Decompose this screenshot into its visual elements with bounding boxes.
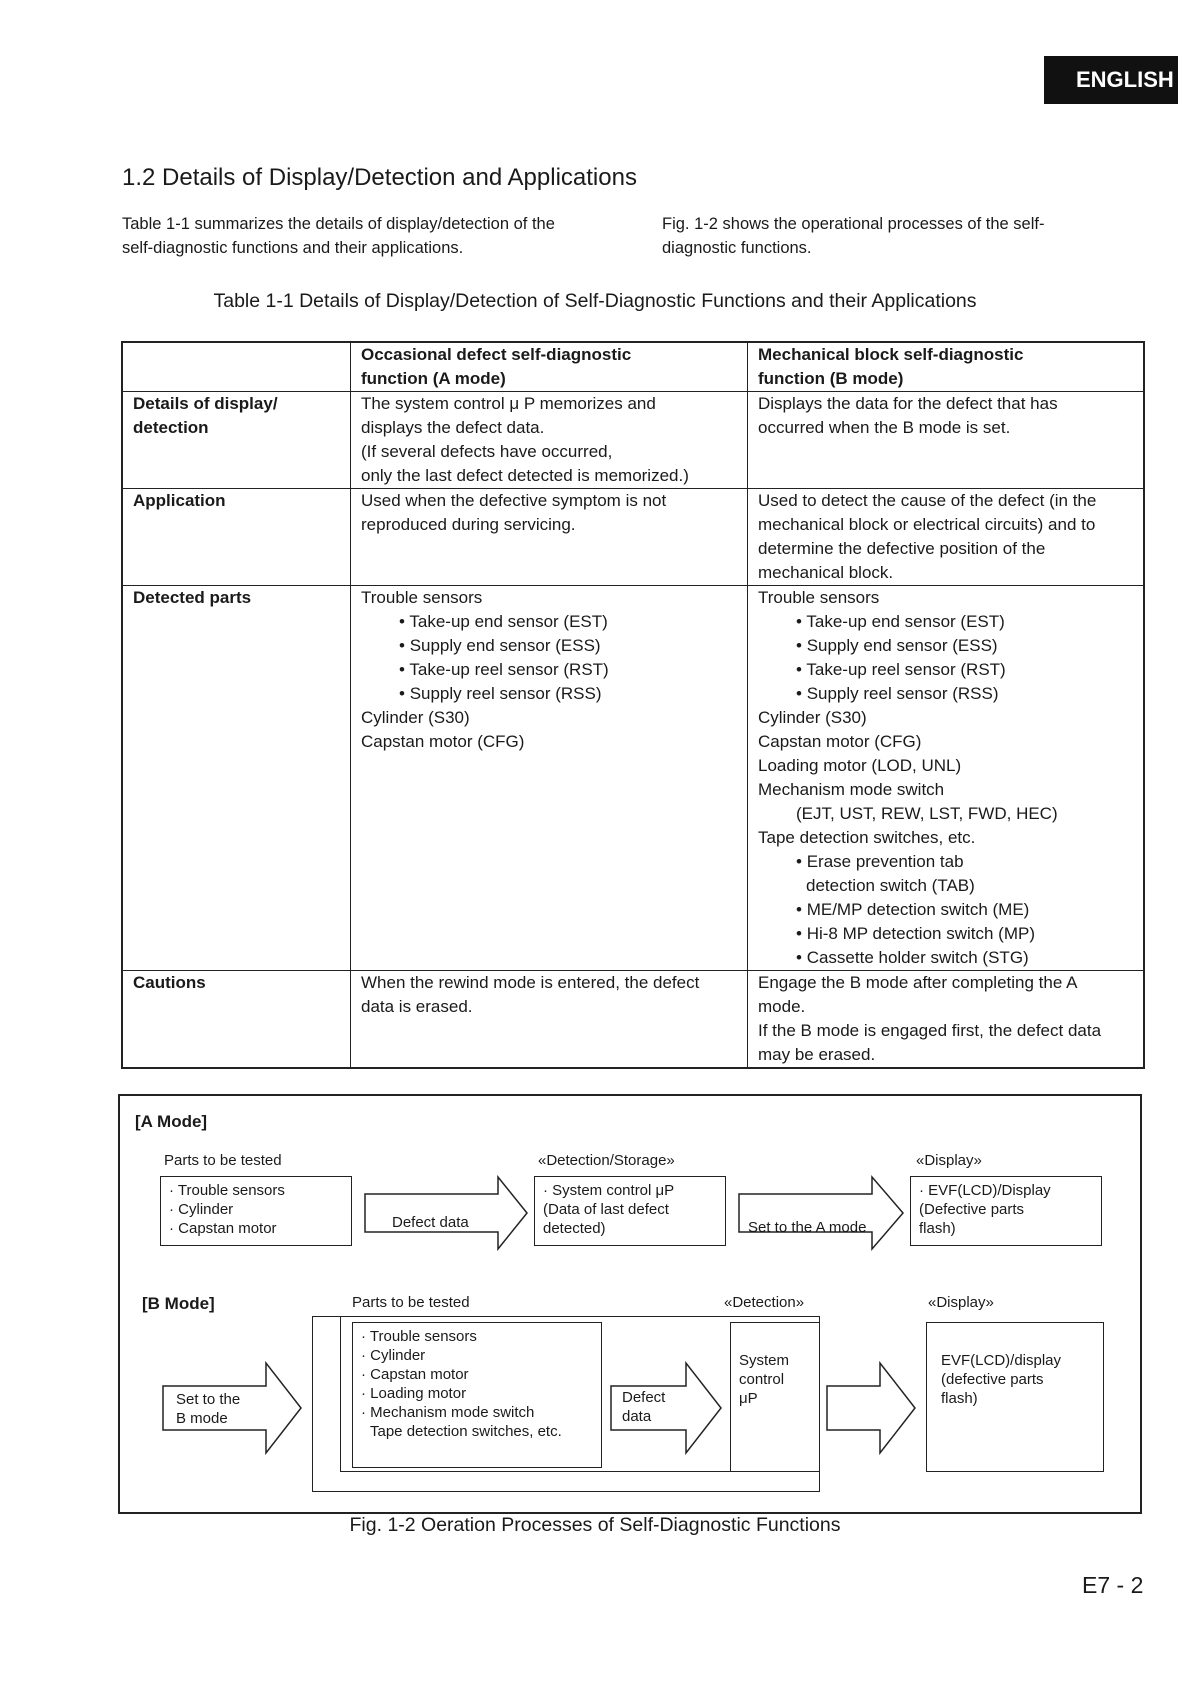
row-label-display: Details of display/ detection — [122, 392, 351, 489]
table-row — [122, 392, 1144, 489]
b-to-display-arrow — [826, 1362, 916, 1454]
list-item: • Hi-8 MP detection switch (MP) — [796, 924, 1035, 943]
table-row — [122, 971, 1144, 1069]
page-number: E7 - 2 — [1082, 1572, 1144, 1598]
row-label-parts: Detected parts — [122, 586, 351, 971]
cell-display-a: The system control μ P memorizes and displays the defect data. (If several defects have occurred, only the last defect detected is memorized.) — [351, 392, 748, 489]
b-mode-title: [B Mode] — [142, 1294, 215, 1313]
b-detection-label: «Detection» — [724, 1294, 805, 1311]
cell-display-b: Displays the data for the defect that has occurred when the B mode is set. — [748, 392, 1145, 489]
list-item: • Supply reel sensor (RSS) — [399, 684, 602, 703]
list-item: • Take-up reel sensor (RST) — [399, 660, 609, 679]
cell-cautions-a: When the rewind mode is entered, the defect data is erased. — [351, 971, 748, 1069]
header-b-mode: Mechanical block self-diagnostic function (B mode) — [748, 342, 1145, 392]
defect-data-arrow — [364, 1176, 528, 1250]
table-header-row — [122, 342, 1144, 392]
list-item: • Erase prevention tab — [796, 852, 964, 871]
a-arrow1-label: Defect data — [392, 1214, 469, 1231]
a-arrow2-label: Set to the A mode — [748, 1219, 867, 1236]
a-storage-box: · System control μP (Data of last defect detected) — [534, 1176, 726, 1246]
b-set-arrow-label: Set to the B mode — [176, 1391, 241, 1427]
section-title: 1.2 Details of Display/Detection and Applications — [122, 164, 637, 191]
list-item: • Supply end sensor (ESS) — [399, 636, 601, 655]
list-item: • Take-up reel sensor (RST) — [796, 660, 1006, 679]
a-display-label: «Display» — [916, 1152, 982, 1169]
a-parts-box: · Trouble sensors · Cylinder · Capstan motor — [160, 1176, 352, 1246]
process-figure — [118, 1094, 1142, 1514]
figure-caption: Fig. 1-2 Oeration Processes of Self-Diagnostic Functions — [349, 1514, 841, 1536]
intro-left-line: self-diagnostic functions and their applications. — [122, 239, 464, 257]
cell-application-b: Used to detect the cause of the defect (in the mechanical block or electrical circuits) and to determine the defective position of the mechanical block. — [748, 489, 1145, 586]
table-row — [122, 586, 1144, 971]
a-display-box: · EVF(LCD)/Display (Defective parts flash) — [910, 1176, 1102, 1246]
intro-right-line: diagnostic functions. — [662, 239, 812, 257]
list-item: • Take-up end sensor (EST) — [796, 612, 1005, 631]
set-a-mode-arrow — [738, 1176, 904, 1250]
intro-right-line: Fig. 1-2 shows the operational processes of the self- — [662, 215, 1045, 233]
list-item: • Take-up end sensor (EST) — [399, 612, 608, 631]
cell-cautions-b: Engage the B mode after completing the A mode. If the B mode is engaged first, the defect data may be erased. — [748, 971, 1145, 1069]
table-caption: Table 1-1 Details of Display/Detection of Self-Diagnostic Functions and their Applications — [213, 290, 977, 312]
cell-parts-b: Trouble sensors • Take-up end sensor (EST) • Supply end sensor (ESS) • Take-up reel sensor (RST) • Supply reel sensor (RSS) Cylinder (S30) Capstan motor (CFG) Loading motor (LOD, UNL) Mechanism mode switch (EJT, UST, REW, LST, FWD, HEC) Tape detection switches, etc. • Erase prevention tab detection switch (TAB) • ME/MP detection switch (ME) • Hi-8 MP detection switch (MP) • Cassette holder switch (STG) — [748, 586, 1145, 971]
b-display-label: «Display» — [928, 1294, 994, 1311]
intro-right — [662, 212, 1044, 260]
header-empty — [122, 342, 351, 392]
b-parts-label: Parts to be tested — [352, 1294, 470, 1311]
intro-left — [122, 212, 555, 260]
a-mode-title: [A Mode] — [135, 1112, 208, 1131]
diagnostic-table — [121, 341, 1145, 1069]
intro-left-line: Table 1-1 summarizes the details of display/detection of the — [122, 215, 555, 233]
list-item: • Supply reel sensor (RSS) — [796, 684, 999, 703]
header-a-mode: Occasional defect self-diagnostic function (A mode) — [351, 342, 748, 392]
b-display-box: EVF(LCD)/display (defective parts flash) — [926, 1322, 1104, 1472]
table-row — [122, 489, 1144, 586]
a-parts-label: Parts to be tested — [164, 1152, 282, 1169]
list-item: • ME/MP detection switch (ME) — [796, 900, 1030, 919]
language-badge: ENGLISH — [1044, 56, 1178, 104]
list-item: • Supply end sensor (ESS) — [796, 636, 998, 655]
cell-parts-a: Trouble sensors • Take-up end sensor (EST) • Supply end sensor (ESS) • Take-up reel sensor (RST) • Supply reel sensor (RSS) Cylinder (S30) Capstan motor (CFG) — [351, 586, 748, 971]
b-parts-box: · Trouble sensors · Cylinder · Capstan motor · Loading motor · Mechanism mode switch Tape detection switches, etc. — [352, 1322, 602, 1468]
cell-application-a: Used when the defective symptom is not reproduced during servicing. — [351, 489, 748, 586]
row-label-cautions: Cautions — [122, 971, 351, 1069]
b-arrow1-label: Defect data — [622, 1389, 666, 1425]
a-detection-label: «Detection/Storage» — [538, 1152, 675, 1169]
b-detection-box: System control μP — [730, 1322, 820, 1472]
list-item: • Cassette holder switch (STG) — [796, 948, 1029, 967]
row-label-application: Application — [122, 489, 351, 586]
